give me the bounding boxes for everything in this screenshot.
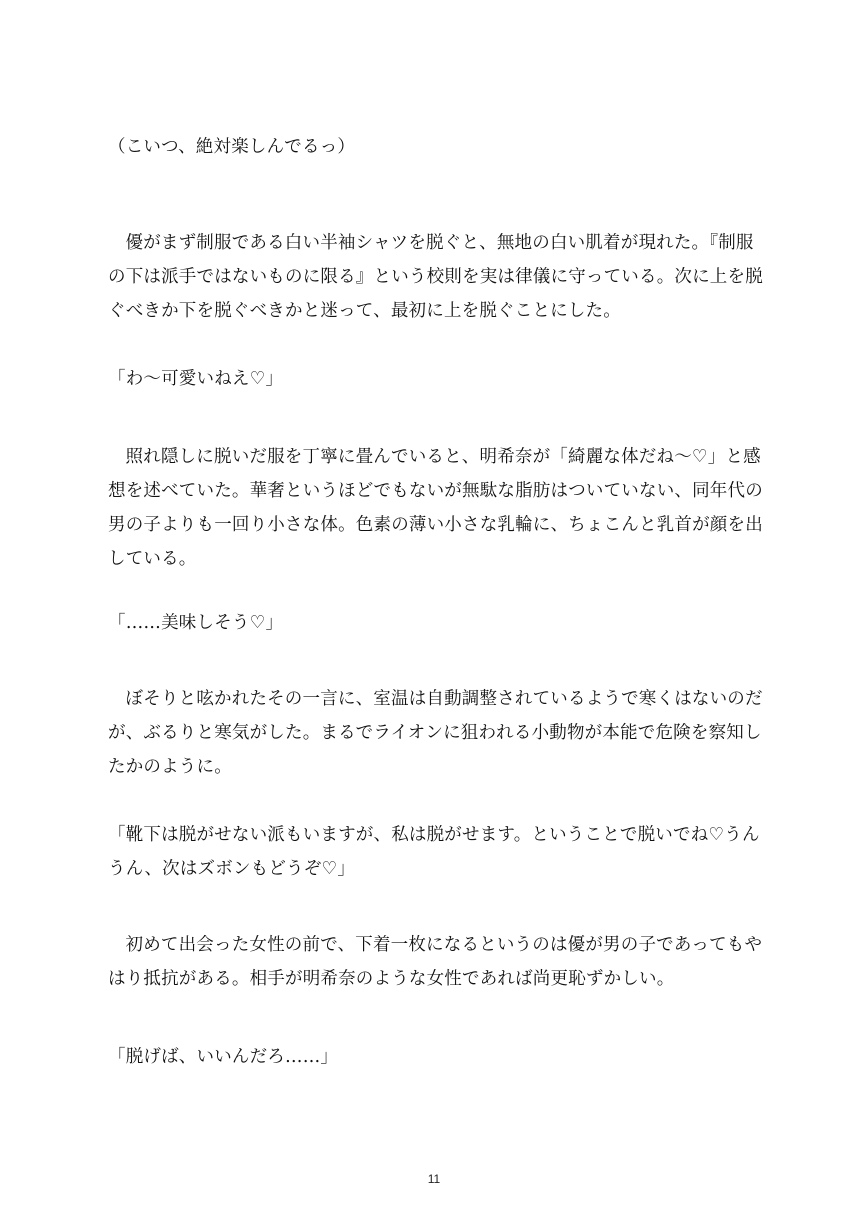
paragraph-8: 初めて出会った女性の前で、下着一枚になるというのは優が男の子であってもやはり抵抗がある。相手が明希奈のような女性であれば尚更恥ずかしい。 [108, 935, 763, 989]
paragraph-3: 「わ～可愛いねえ♡」 [108, 369, 284, 389]
paragraph-7: 「靴下は脱がせない派もいますが、私は脱がせます。ということで脱いでね♡うんうん、次はズボンもどうぞ♡」 [108, 825, 760, 879]
paragraph-5: 「……美味しそう♡」 [108, 613, 284, 633]
paragraph-9: 「脱げば、いいんだろ……」 [108, 1047, 339, 1067]
paragraph-4: 照れ隠しに脱いだ服を丁寧に畳んでいると、明希奈が「綺麗な体だね～♡」と感想を述べていた。華奢というほどでもないが無駄な脂肪はついていない、同年代の男の子よりも一回り小さな体。色素の薄い小さな乳輪に、ちょこんと乳首が顔を出している。 [108, 447, 763, 569]
paragraph-2: 優がまず制服である白い半袖シャツを脱ぐと、無地の白い肌着が現れた。『制服の下は派手ではないものに限る』という校則を実は律儀に守っている。次に上を脱ぐべきか下を脱ぐべきかと迷って、最初に上を脱ぐことにした。 [108, 233, 763, 321]
paragraph-6: ぼそりと呟かれたその一言に、室温は自動調整されているようで寒くはないのだが、ぶるりと寒気がした。まるでライオンに狙われる小動物が本能で危険を察知したかのように。 [108, 689, 763, 777]
page-number: 11 [427, 1172, 441, 1186]
paragraph-1: （こいつ、絶対楽しんでるっ） [108, 137, 356, 157]
